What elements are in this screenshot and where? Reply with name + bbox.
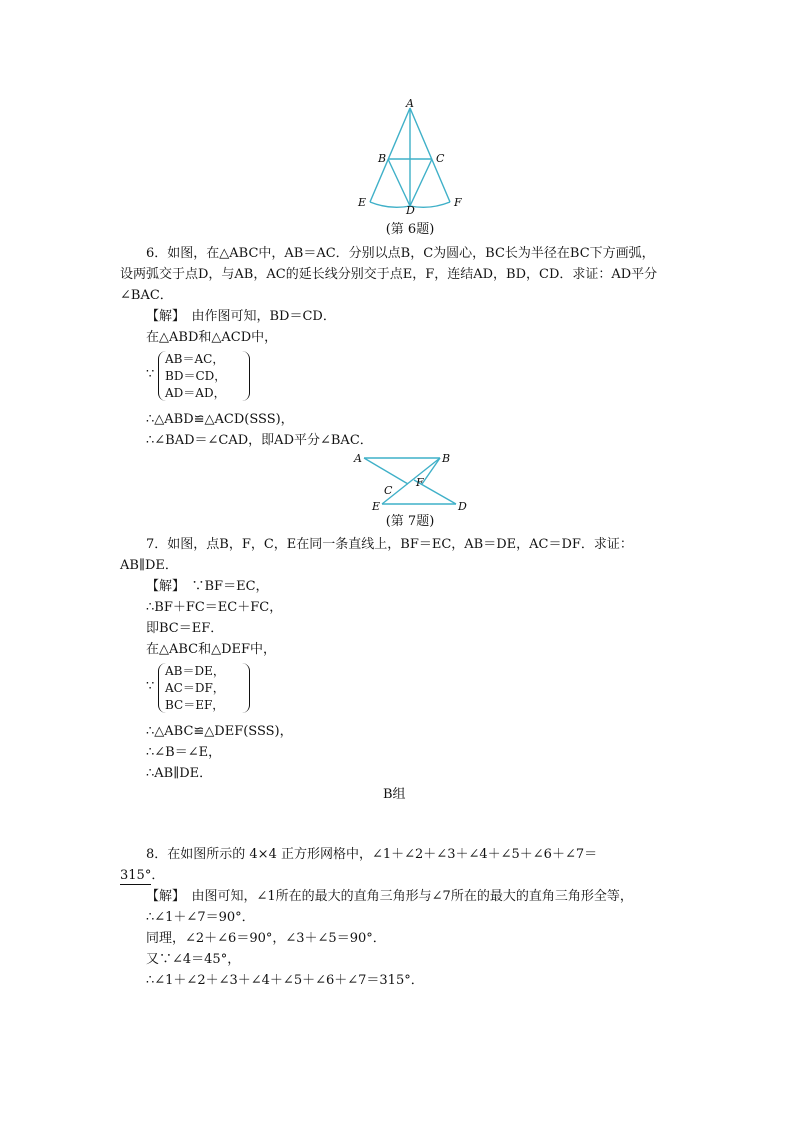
figure-6 bbox=[350, 98, 470, 216]
q7-condition-group bbox=[146, 663, 256, 715]
fig6-arc-left bbox=[370, 202, 410, 207]
fig7-label-d: D bbox=[458, 500, 467, 513]
q8-answer-blank: 315° bbox=[120, 868, 152, 883]
q8-stem-line-1: 8．在如图所示的 4×4 正方形网格中，∠1＋∠2＋∠3＋∠4＋∠5＋∠6＋∠7＝ bbox=[146, 847, 598, 862]
q8-solution-1: 【解】 由图可知，∠1所在的最大的直角三角形与∠7所在的最大的直角三角形全等， bbox=[146, 889, 633, 904]
q6-stem-line-1: 6．如图，在△ABC中，AB＝AC．分别以点B，C为圆心，BC长为半径在BC下方画弧， bbox=[146, 246, 655, 261]
q7-solution-2: ∴BF＋FC＝EC＋FC， bbox=[146, 600, 283, 615]
fig7-label-e: E bbox=[372, 500, 381, 513]
fig6-label-f: F bbox=[454, 196, 462, 209]
fig7-segment-be bbox=[382, 458, 440, 504]
fig6-segment-cd bbox=[410, 159, 432, 206]
q6-condition-3: AD＝AD， bbox=[165, 386, 226, 400]
q8-solution-2: ∴∠1＋∠7＝90°． bbox=[146, 910, 255, 925]
q7-condition-2: AC＝DF， bbox=[165, 681, 225, 695]
because-symbol: ∵ bbox=[146, 367, 155, 382]
q7-condition-1: AB＝DE， bbox=[165, 664, 225, 678]
q6-condition-group bbox=[146, 351, 256, 403]
fig6-segment-bd bbox=[388, 159, 410, 206]
fig6-label-c: C bbox=[436, 152, 445, 165]
q7-stem-line-1: 7．如图，点B，F，C，E在同一条直线上，BF＝EC，AB＝DE，AC＝DF．求证： bbox=[146, 537, 633, 552]
fig7-label-f: F bbox=[416, 476, 424, 489]
q7-solution-6: ∴∠B＝∠E， bbox=[146, 745, 222, 760]
figure-6-caption: (第 6题) bbox=[385, 222, 435, 237]
section-b-heading: B组 bbox=[383, 787, 406, 802]
q6-condition-2: BD＝CD， bbox=[165, 369, 227, 383]
q6-stem-line-2: 设两弧交于点D，与AB，AC的延长线分别交于点E，F，连结AD，BD，CD．求证：AD平分 bbox=[120, 267, 658, 282]
q7-solution-5: ∴△ABC≌△DEF(SSS)， bbox=[146, 724, 293, 739]
fig6-label-e: E bbox=[358, 196, 367, 209]
q7-solution-7: ∴AB∥DE． bbox=[146, 766, 213, 781]
fig7-label-c: C bbox=[384, 484, 393, 497]
q8-solution-3: 同理，∠2＋∠6＝90°，∠3＋∠5＝90°． bbox=[146, 931, 386, 946]
fig7-label-b: B bbox=[442, 452, 451, 465]
q7-solution-1: 【解】 ∵BF＝EC， bbox=[146, 579, 269, 594]
right-bracket bbox=[242, 351, 250, 401]
q8-solution-5: ∴∠1＋∠2＋∠3＋∠4＋∠5＋∠6＋∠7＝315°． bbox=[146, 973, 424, 988]
figure-7-caption: (第 7题) bbox=[385, 514, 435, 529]
q6-solution-3: ∴△ABD≌△ACD(SSS)， bbox=[146, 412, 294, 427]
q6-solution-2: 在△ABD和△ACD中， bbox=[146, 330, 278, 345]
q8-stem-line-2 bbox=[120, 867, 164, 885]
q7-stem-line-2: AB∥DE． bbox=[120, 558, 178, 573]
fig7-segment-ac bbox=[364, 458, 408, 484]
fig6-segment-ae bbox=[370, 108, 410, 202]
q6-solution-1: 【解】 由作图可知，BD＝CD． bbox=[146, 309, 336, 324]
q7-condition-3: BC＝EF， bbox=[165, 698, 225, 712]
q6-condition-1: AB＝AC， bbox=[165, 352, 225, 366]
because-symbol: ∵ bbox=[146, 679, 155, 694]
right-bracket bbox=[242, 663, 250, 713]
q7-solution-4: 在△ABC和△DEF中， bbox=[146, 642, 277, 657]
fig6-arc-right bbox=[410, 202, 450, 207]
fig6-label-d: D bbox=[406, 204, 415, 216]
fig6-label-a: A bbox=[406, 98, 414, 110]
q6-solution-4: ∴∠BAD＝∠CAD，即AD平分∠BAC． bbox=[146, 433, 373, 448]
fig6-label-b: B bbox=[378, 152, 387, 165]
q6-stem-line-3: ∠BAC． bbox=[120, 288, 173, 303]
q8-stem-end: ． bbox=[151, 868, 165, 883]
fig7-label-a: A bbox=[354, 452, 362, 465]
q8-solution-4: 又∵∠4＝45°， bbox=[146, 952, 241, 967]
q7-solution-3: 即BC＝EF． bbox=[146, 621, 224, 636]
figure-7 bbox=[352, 450, 472, 514]
